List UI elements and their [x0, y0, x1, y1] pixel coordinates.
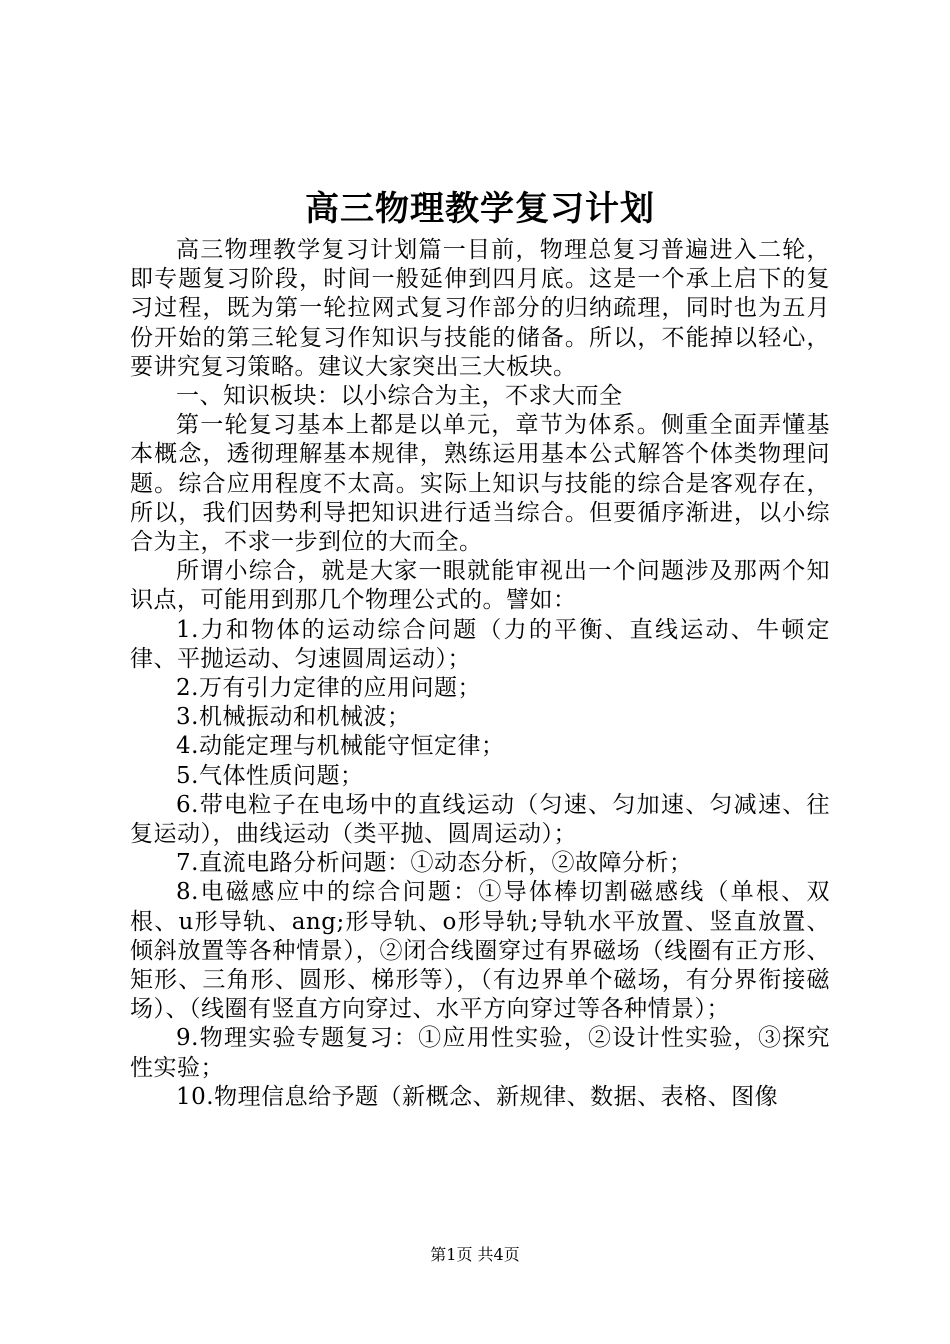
paragraph: 第一轮复习基本上都是以单元，章节为体系。侧重全面弄懂基本概念，透彻理解基本规律，熟练运用基本公式解答个体类物理问题。综合应用程度不太高。实际上知识与技能的综合是客观存在，所以，我们因势利导把知识进行适当综合。但要循序渐进，以小综合为主，不求一步到位的大而全。 — [130, 412, 830, 556]
paragraph: 所谓小综合，就是大家一眼就能审视出一个问题涉及那两个知识点，可能用到那几个物理公式的。譬如： — [130, 558, 830, 614]
document-page — [130, 182, 830, 1112]
page-number-footer: 第1页 共4页 — [430, 1245, 520, 1264]
list-item: 7.直流电路分析问题：①动态分析，②故障分析； — [176, 850, 693, 877]
list-item: 3.机械振动和机械波； — [176, 704, 411, 731]
document-title: 高三物理教学复习计划 — [305, 189, 655, 229]
document-body — [130, 236, 830, 1112]
list-item: 8.电磁感应中的综合问题：①导体棒切割磁感线（单根、双根、u形导轨、ang;形导轨、o形导轨;导轨水平放置、竖直放置、倾斜放置等各种情景），②闭合线圈穿过有界磁场（线圈有正方形、矩形、三角形、圆形、梯形等），（有边界单个磁场，有分界衔接磁场）、（线圈有竖直方向穿过、水平方向穿过等各种情景）； — [130, 879, 830, 1023]
list-item: 1.力和物体的运动综合问题（力的平衡、直线运动、牛顿定律、平抛运动、匀速圆周运动）； — [130, 616, 830, 672]
list-item: 10.物理信息给予题（新概念、新规律、数据、表格、图像 — [176, 1083, 779, 1110]
list-item: 4.动能定理与机械能守恒定律； — [176, 733, 505, 760]
list-item: 9.物理实验专题复习：①应用性实验，②设计性实验，③探究性实验； — [130, 1025, 830, 1081]
list-item: 2.万有引力定律的应用问题； — [176, 675, 481, 702]
list-item: 6.带电粒子在电场中的直线运动（匀速、匀加速、匀减速、往复运动），曲线运动（类平抛、圆周运动）； — [130, 791, 830, 848]
paragraph: 一、知识板块：以小综合为主，不求大而全 — [176, 383, 623, 410]
list-item: 5.气体性质问题； — [176, 762, 364, 789]
paragraph: 高三物理教学复习计划篇一目前，物理总复习普遍进入二轮，即专题复习阶段，时间一般延伸到四月底。这是一个承上启下的复习过程，既为第一轮拉网式复习作部分的归纳疏理，同时也为五月份开始的第三轮复习作知识与技能的储备。所以，不能掉以轻心，要讲究复习策略。建议大家突出三大板块。 — [130, 237, 830, 380]
